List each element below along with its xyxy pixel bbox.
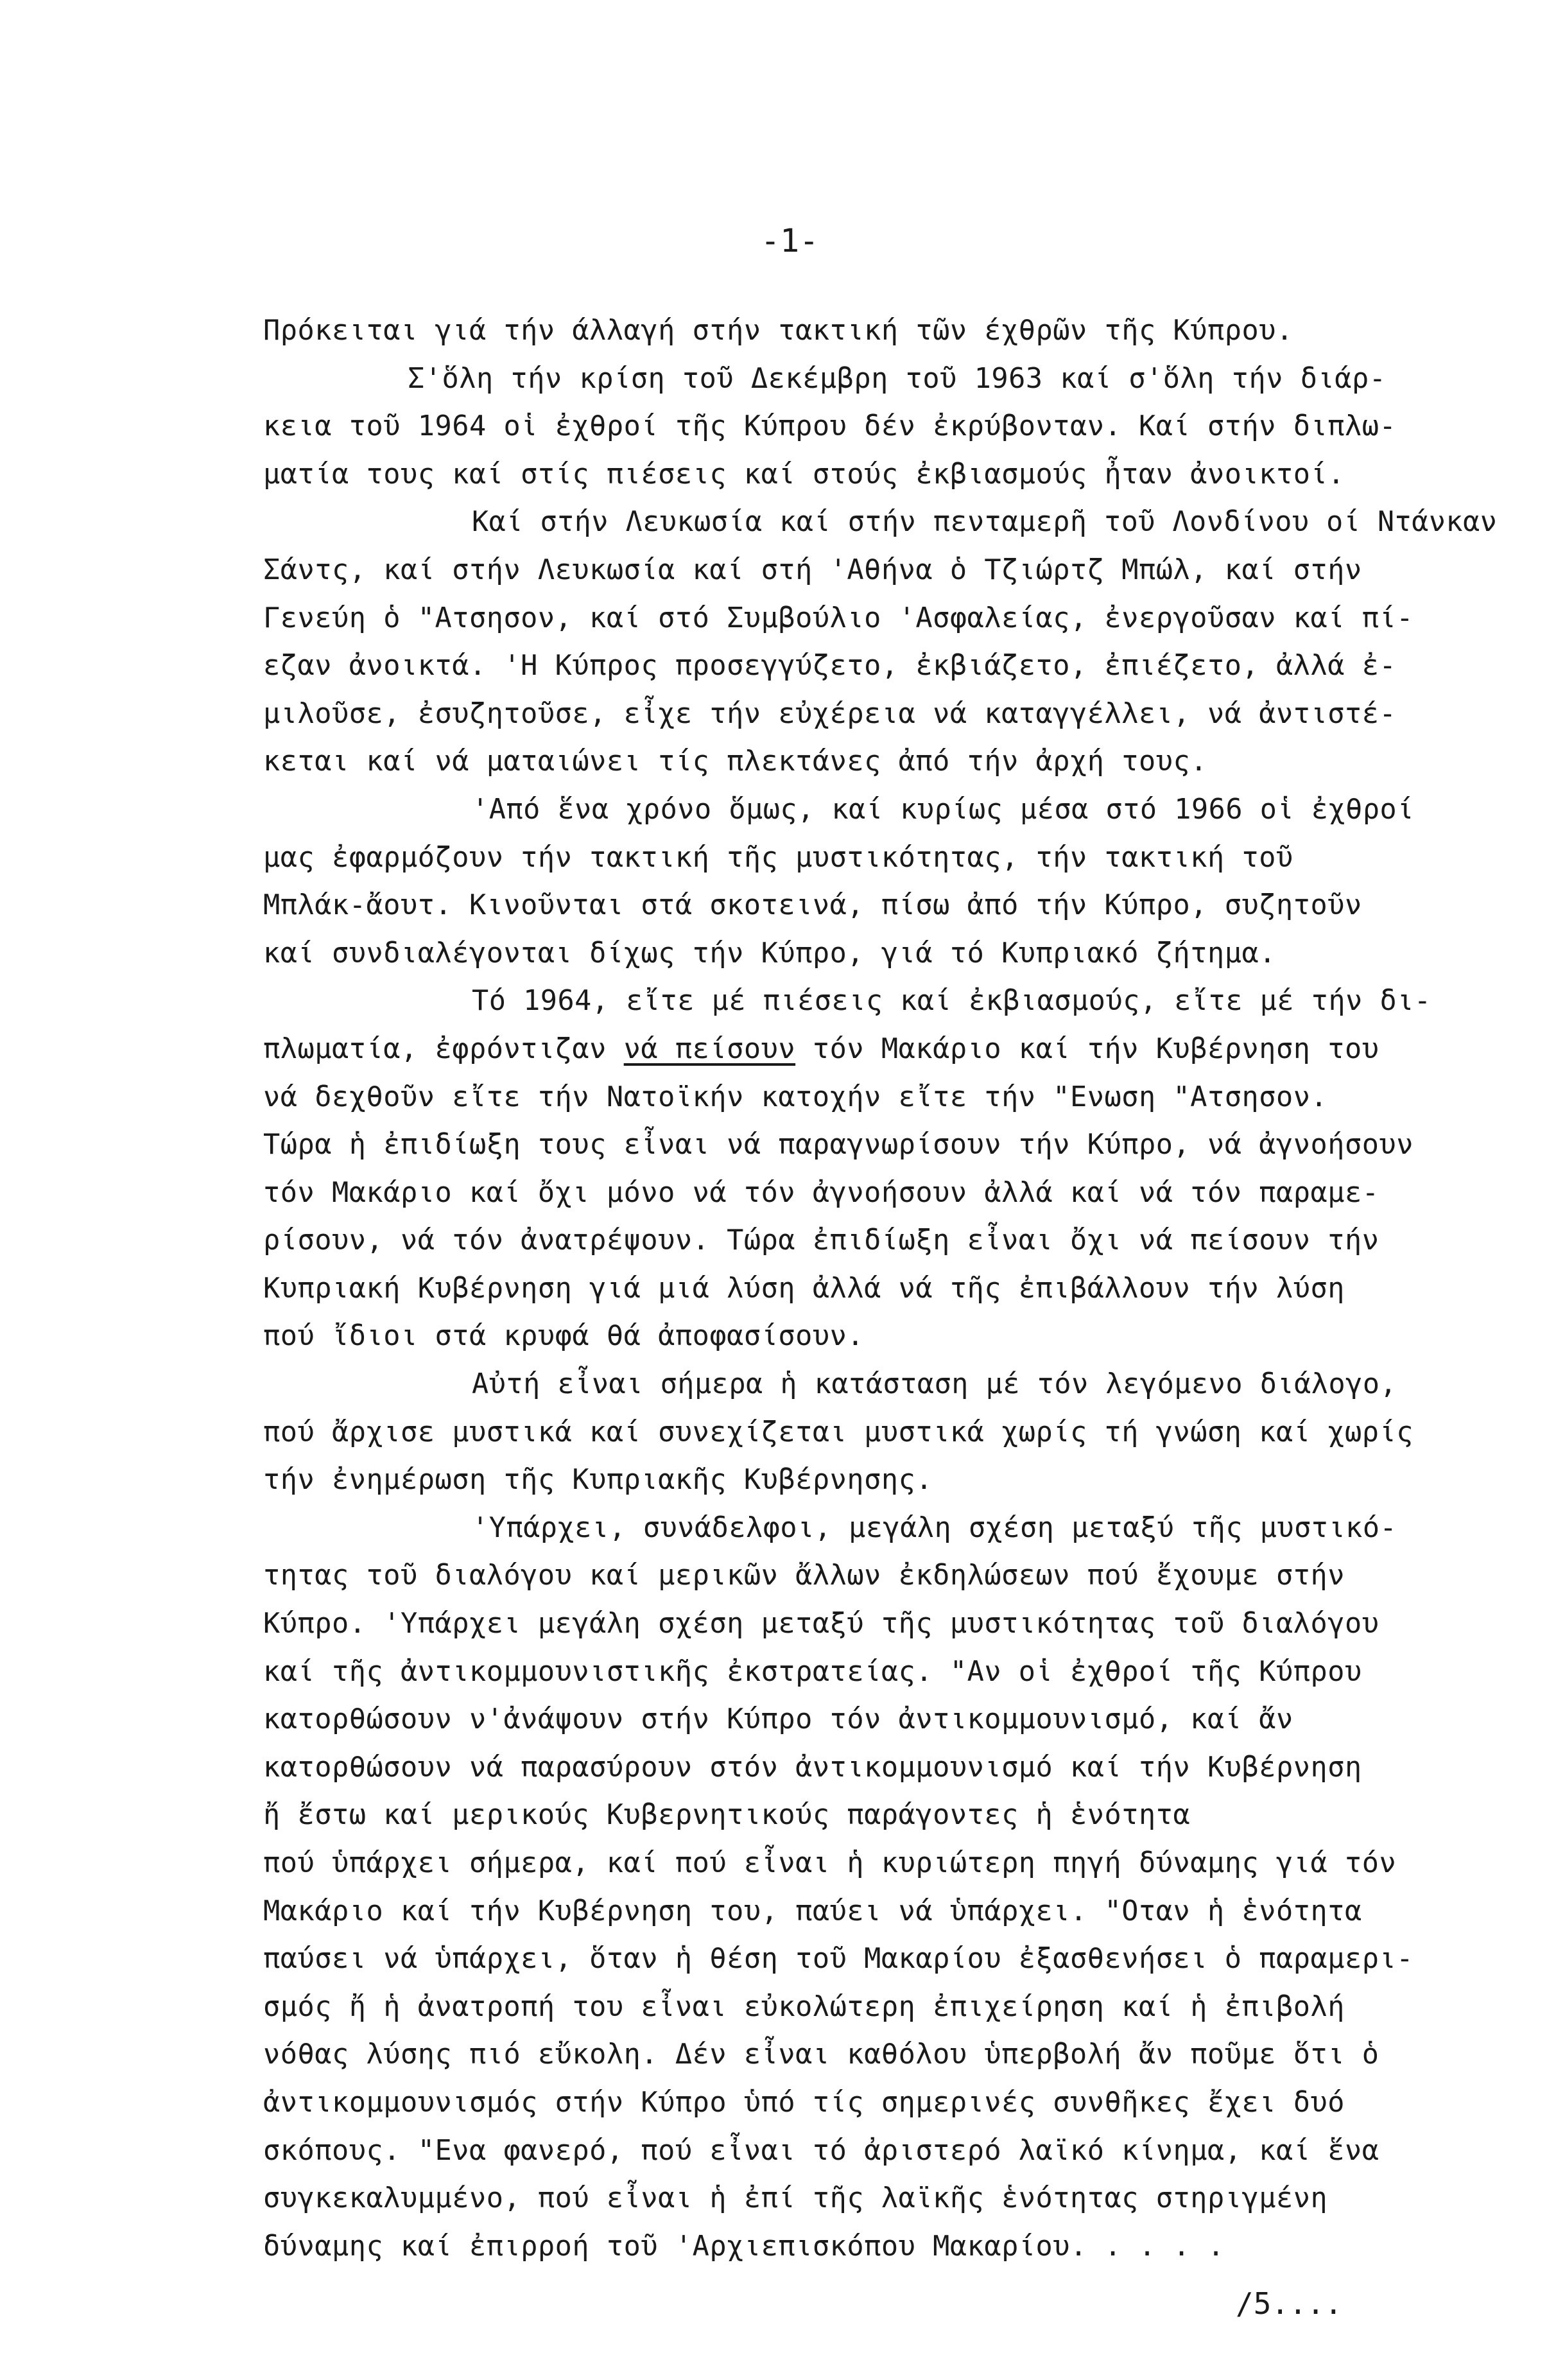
text-line: μας ἐφαρμόζουν τήν τακτική τῆς μυστικότητας, τήν τακτική τοῦ — [263, 841, 1293, 874]
text-line: ματία τους καί στίς πιέσεις καί στούς ἐκβιασμούς ἦταν ἀνοικτοί. — [263, 458, 1345, 491]
text-line: τήν ἐνημέρωση τῆς Κυπριακῆς Κυβέρνησης. — [263, 1464, 933, 1497]
continuation-marker: /5.... — [1236, 2286, 1343, 2321]
text-line: πού ἴδιοι στά κρυφά θά ἀποφασίσουν. — [263, 1320, 865, 1353]
text-line: πλωματία, ἐφρόντιζαν νά πείσουν τόν Μακάριο καί τήν Κυβέρνηση του — [263, 1032, 1379, 1065]
text-line: κεται καί νά ματαιώνει τίς πλεκτάνες ἀπό τήν ἀρχή τους. — [263, 745, 1208, 778]
text-line: ἤ ἔστω καί μερικούς Κυβερνητικούς παράγοντες ἡ ἑνότητα — [263, 1799, 1191, 1832]
text-line: δύναμης καί ἐπιρροή τοῦ 'Αρχιεπισκόπου Μακαρίου. . . . . — [263, 2230, 1225, 2263]
text-line: νά δεχθοῦν εἴτε τήν Νατοϊκήν κατοχήν εἴτε τήν "Ενωση "Ατσησον. — [263, 1081, 1328, 1113]
text-line: 'Υπάρχει, συνάδελφοι, μεγάλη σχέση μεταξύ τῆς μυστικό- — [472, 1511, 1397, 1544]
text-line: συγκεκαλυμμένο, πού εἶναι ἡ ἐπί τῆς λαϊκῆς ἑνότητας στηριγμένη — [263, 2182, 1328, 2215]
text-line: Σάντς, καί στήν Λευκωσία καί στή 'Αθήνα ὁ Τζιώρτζ Μπώλ, καί στήν — [263, 553, 1362, 586]
text-line: κεια τοῦ 1964 οἱ ἐχθροί τῆς Κύπρου δέν ἐκρύβονταν. Καί στήν διπλω- — [263, 410, 1397, 443]
text-line: Μακάριο καί τήν Κυβέρνηση του, παύει νά ὑπάρχει. "Οταν ἡ ἑνότητα — [263, 1895, 1362, 1927]
text-line: Κύπρο. 'Υπάρχει μεγάλη σχέση μεταξύ τῆς μυστικότητας τοῦ διαλόγου — [263, 1608, 1379, 1640]
text-line: παύσει νά ὑπάρχει, ὅταν ἡ θέση τοῦ Μακαρίου ἐξασθενήσει ὁ παραμερι- — [263, 1943, 1413, 1976]
text-line: νόθας λύσης πιό εὔκολη. Δέν εἶναι καθόλου ὑπερβολή ἄν ποῦμε ὅτι ὁ — [263, 2038, 1379, 2071]
text-line: ρίσουν, νά τόν ἀνατρέψουν. Τώρα ἐπιδίωξη εἶναι ὄχι νά πείσουν τήν — [263, 1224, 1379, 1257]
text-line: τόν Μακάριο καί ὄχι μόνο νά τόν ἀγνοήσουν ἀλλά καί νά τόν παραμε- — [263, 1176, 1379, 1209]
text-line: κατορθώσουν νά παρασύρουν στόν ἀντικομμουνισμό καί τήν Κυβέρνηση — [263, 1751, 1362, 1784]
text-line: Καί στήν Λευκωσία καί στήν πενταμερῆ τοῦ Λονδίνου οί Ντάνκαν — [472, 506, 1498, 539]
text-line: Τώρα ἡ ἐπιδίωξη τους εἶναι νά παραγνωρίσουν τήν Κύπρο, νά ἀγνοήσουν — [263, 1129, 1413, 1161]
text-line: ἀντικομμουνισμός στήν Κύπρο ὑπό τίς σημερινές συνθῆκες ἔχει δυό — [263, 2086, 1345, 2119]
text-line: πού ὑπάρχει σήμερα, καί πού εἶναι ἡ κυριώτερη πηγή δύναμης γιά τόν — [263, 1847, 1397, 1879]
text-line: 'Από ἕνα χρόνο ὅμως, καί κυρίως μέσα στό 1966 οἱ ἐχθροί — [472, 793, 1414, 826]
text-line: Κυπριακή Κυβέρνηση γιά μιά λύση ἀλλά νά τῆς ἐπιβάλλουν τήν λύση — [263, 1272, 1345, 1305]
text-line: καί συνδιαλέγονται δίχως τήν Κύπρο, γιά τό Κυπριακό ζήτημα. — [263, 937, 1276, 969]
document-body — [263, 307, 1508, 2270]
text-line: Γενεύη ὁ "Ατσησον, καί στό Συμβούλιο 'Ασφαλείας, ἐνεργοῦσαν καί πί- — [263, 602, 1413, 634]
text-line: Σ'ὅλη τήν κρίση τοῦ Δεκέμβρη τοῦ 1963 καί σ'ὅλη τήν διάρ- — [408, 362, 1387, 395]
page-number: -1- — [761, 222, 819, 259]
text-line: Τό 1964, εἴτε μέ πιέσεις καί ἐκβιασμούς, εἴτε μέ τήν δι- — [472, 985, 1431, 1018]
underlined-phrase: νά πείσουν — [623, 1032, 796, 1065]
text-line: Αὐτή εἶναι σήμερα ἡ κατάσταση μέ τόν λεγόμενο διάλογο, — [472, 1368, 1397, 1401]
text-line: Μπλάκ-ἄουτ. Κινοῦνται στά σκοτεινά, πίσω ἀπό τήν Κύπρο, συζητοῦν — [263, 889, 1362, 922]
text-line: κατορθώσουν ν'ἀνάψουν στήν Κύπρο τόν ἀντικομμουνισμό, καί ἄν — [263, 1703, 1293, 1736]
text-line: σκόπους. "Ενα φανερό, πού εἶναι τό ἀριστερό λαϊκό κίνημα, καί ἕνα — [263, 2134, 1379, 2167]
text-line: σμός ἤ ἡ ἀνατροπή του εἶναι εὐκολώτερη ἐπιχείρηση καί ἡ ἐπιβολή — [263, 1990, 1345, 2023]
text-line: μιλοῦσε, ἐσυζητοῦσε, εἶχε τήν εὐχέρεια νά καταγγέλλει, νά ἀντιστέ- — [263, 697, 1397, 730]
text-line: καί τῆς ἀντικομμουνιστικῆς ἐκστρατείας. "Αν οἱ ἐχθροί τῆς Κύπρου — [263, 1655, 1362, 1688]
text-line: Πρόκειται γιά τήν άλλαγή στήν τακτική τῶν έχθρῶν τῆς Κύπρου. — [263, 315, 1293, 347]
text-line: τητας τοῦ διαλόγου καί μερικῶν ἄλλων ἐκδηλώσεων πού ἔχουμε στήν — [263, 1559, 1345, 1592]
text-line: εζαν ἀνοικτά. 'Η Κύπρος προσεγγύζετο, ἐκβιάζετο, ἐπιέζετο, ἀλλά ἐ- — [263, 650, 1397, 682]
text-line: πού ἄρχισε μυστικά καί συνεχίζεται μυστικά χωρίς τή γνώση καί χωρίς — [263, 1416, 1413, 1448]
